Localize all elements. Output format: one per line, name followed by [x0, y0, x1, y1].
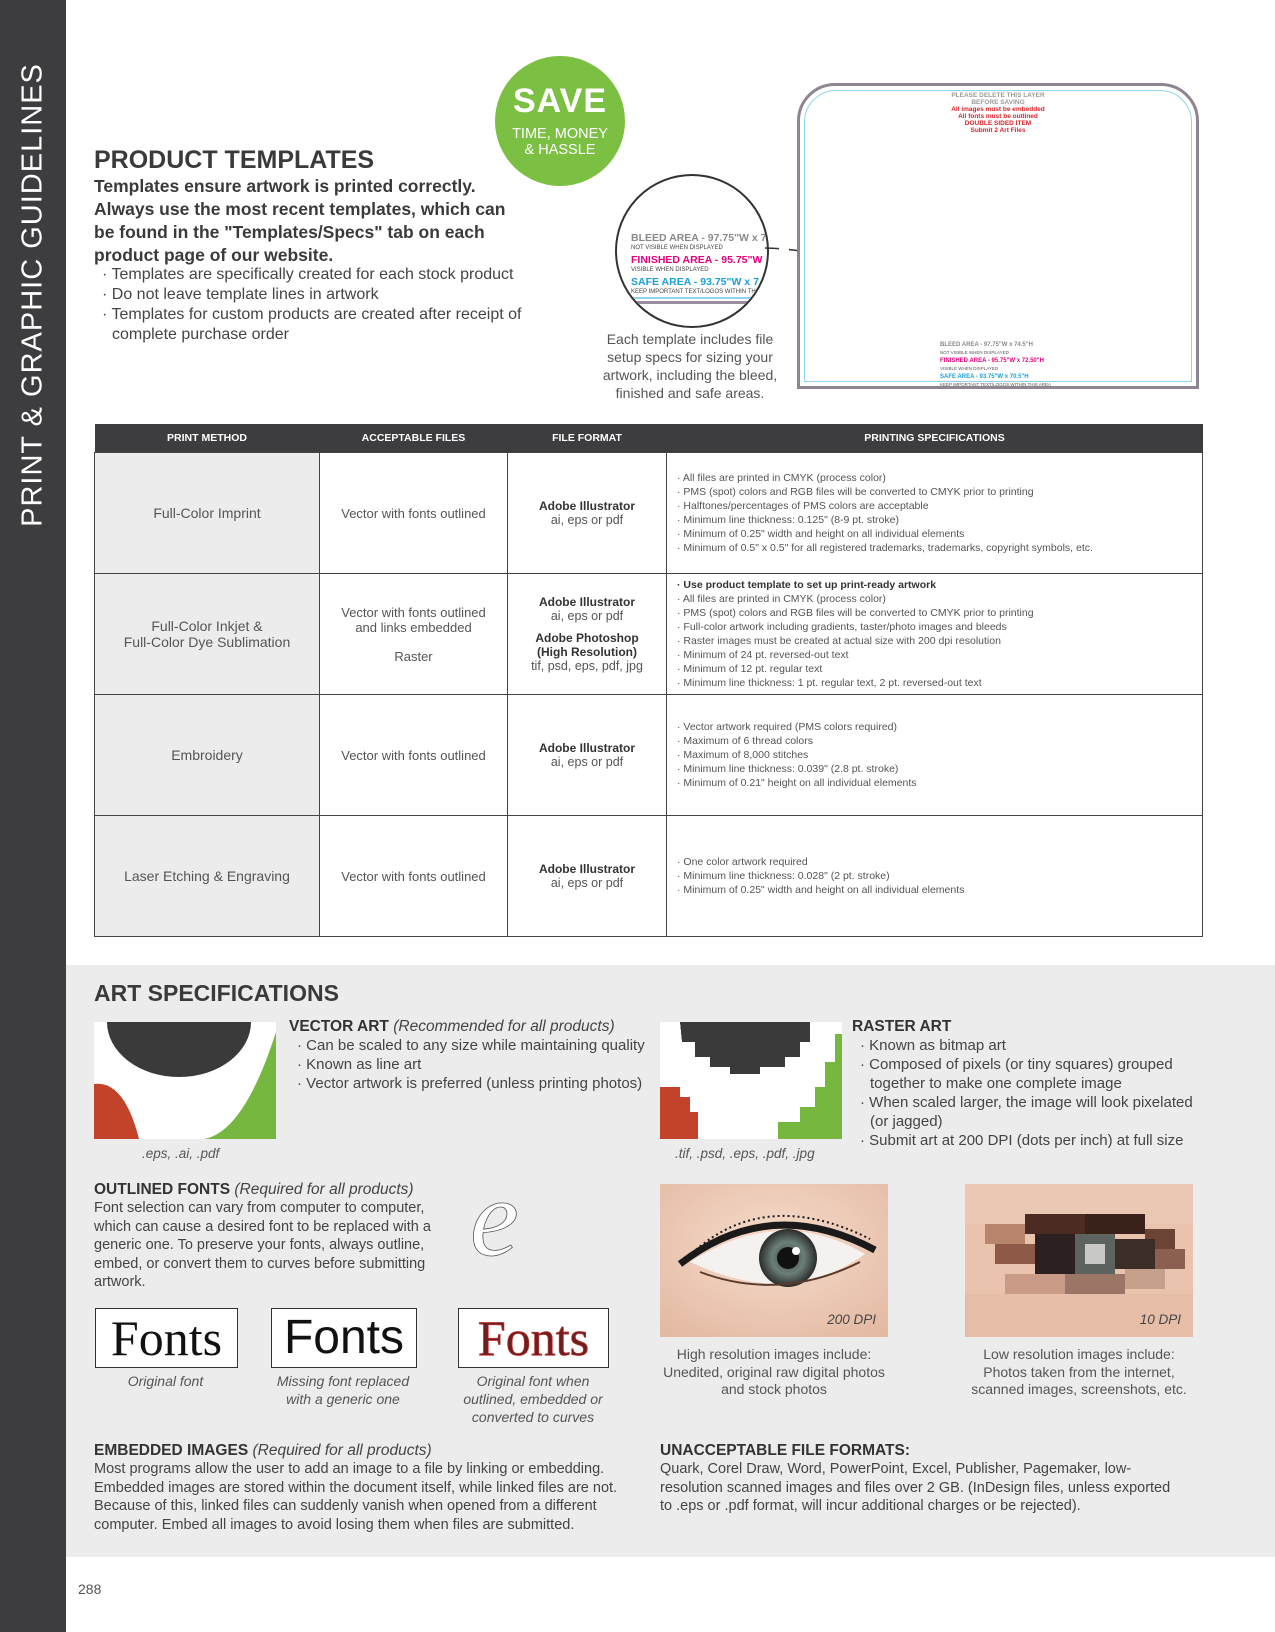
product-templates-intro: Templates ensure artwork is printed correctly. Always use the most recent templates, which can be found in the "Templates/Specs" tab on each product page of our website. — [94, 176, 506, 265]
print-method-cell: Laser Etching & Engraving — [95, 816, 320, 937]
file-format-extensions: ai, eps or pdf — [550, 876, 624, 890]
outlined-fonts-title — [94, 1181, 434, 1199]
print-method-cell — [95, 574, 320, 695]
table-row — [95, 453, 1203, 574]
template-note: PLEASE DELETE THIS LAYER — [951, 92, 1045, 99]
spec-item: · Minimum of 0.25" width and height on all individual elements — [677, 527, 1202, 541]
spec-item: · Raster images must be created at actual size with 200 dpi resolution — [677, 634, 1202, 648]
file-format-extensions: ai, eps or pdf — [550, 755, 624, 769]
font-sample-caption: Original font when outlined, embedded or converted to curves — [463, 1373, 603, 1425]
font-sample-caption: Missing font replaced with a generic one — [276, 1373, 410, 1407]
outlined-glyph-sample: e — [470, 1157, 519, 1279]
outlined-fonts-title-text: OUTLINED FONTS — [94, 1181, 231, 1198]
list-item: · Do not leave template lines in artwork — [102, 285, 542, 305]
vector-art-title-text: VECTOR ART — [289, 1018, 389, 1035]
printing-specs-cell — [667, 816, 1203, 937]
spec-item: · Minimum of 0.21" height on all individual elements — [677, 776, 1202, 790]
column-header: ACCEPTABLE FILES — [320, 424, 508, 453]
template-caption: Each template includes file setup specs for sizing your artwork, including the bleed, finished and safe areas. — [602, 331, 778, 401]
spec-item: · Minimum line thickness: 0.125" (8-9 pt. stroke) — [677, 513, 1202, 527]
file-format-cell — [508, 695, 667, 816]
safe-line — [617, 297, 767, 299]
high-resolution-caption: High resolution images include: Unedited, original raw digital photos and stock photos — [663, 1346, 885, 1397]
font-sample-outlined: Fonts — [458, 1308, 609, 1368]
file-format-name: Adobe Illustrator — [538, 741, 635, 755]
spec-item: · Minimum of 0.5" x 0.5" for all registered trademarks, trademarks, copyright symbols, etc. — [677, 541, 1202, 555]
photo-dpi-label: 200 DPI — [827, 1312, 876, 1327]
table-row — [95, 816, 1203, 937]
embedded-images-title — [94, 1442, 634, 1460]
sidebar — [0, 0, 66, 1632]
bleed-area-label: BLEED AREA - 97.75"W x 7 — [631, 232, 767, 244]
list-item: · Templates for custom products are created after receipt of complete purchase order — [102, 305, 542, 345]
spec-item: · Maximum of 6 thread colors — [677, 734, 1202, 748]
spec-item: · Minimum of 24 pt. reversed-out text — [677, 648, 1202, 662]
safe-area-note: KEEP IMPORTANT TEXT/LOGOS WITHIN THIS AREA — [940, 382, 1052, 387]
spec-item: · Minimum line thickness: 1 pt. regular text, 2 pt. reversed-out text — [677, 676, 1202, 690]
page-number: 288 — [78, 1581, 102, 1597]
printing-specs-cell — [667, 453, 1203, 574]
spec-item: · Maximum of 8,000 stitches — [677, 748, 1202, 762]
bleed-line — [617, 301, 767, 304]
raster-art-title: RASTER ART — [852, 1018, 952, 1035]
file-format-name: Adobe Illustrator — [538, 862, 635, 876]
spec-item: · Use product template to set up print-ready artwork — [677, 578, 1202, 592]
bleed-area-label: BLEED AREA - 97.75"W x 74.5"H — [940, 342, 1033, 348]
finished-area-label: FINISHED AREA - 95.75"W x 72.50"H — [940, 358, 1044, 364]
outlined-fonts-note: (Required for all products) — [234, 1181, 414, 1198]
embedded-images-block — [94, 1442, 634, 1534]
raster-art-block — [852, 1018, 1212, 1150]
save-badge-subtitle — [495, 126, 625, 158]
spec-item: · PMS (spot) colors and RGB files will be converted to CMYK prior to printing — [677, 485, 1202, 499]
bleed-area-note: NOT VISIBLE WHEN DISPLAYED — [940, 350, 1009, 355]
spec-item: · Vector artwork required (PMS colors required) — [677, 720, 1202, 734]
spec-item: · PMS (spot) colors and RGB files will be converted to CMYK prior to printing — [677, 606, 1202, 620]
save-badge-line: TIME, MONEY — [512, 126, 608, 142]
spec-item: · Minimum of 0.25" width and height on all individual elements — [677, 883, 1202, 897]
template-note: All fonts must be outlined — [958, 113, 1038, 120]
safe-area-note: KEEP IMPORTANT TEXT/LOGOS WITHIN TH — [631, 289, 756, 295]
print-method-cell: Full-Color Imprint — [95, 453, 320, 574]
spec-item: · All files are printed in CMYK (process color) — [677, 592, 1202, 606]
template-sheet — [797, 83, 1199, 389]
acceptable-files-line: and links embedded — [355, 619, 472, 635]
embedded-images-note: (Required for all products) — [252, 1442, 432, 1459]
outlined-fonts-block — [94, 1181, 434, 1292]
finished-area-note: VISIBLE WHEN DISPLAYED — [940, 366, 999, 371]
spec-item: · Full-color artwork including gradients, taster/photo images and bleeds — [677, 620, 1202, 634]
font-sample-replaced: Fonts — [271, 1308, 417, 1368]
spec-item: · Minimum of 12 pt. regular text — [677, 662, 1202, 676]
vector-art-sample — [94, 1022, 276, 1139]
save-badge-title: SAVE — [512, 82, 608, 120]
acceptable-files-cell: Vector with fonts outlined — [320, 695, 508, 816]
finished-area-note: VISIBLE WHEN DISPLAYED — [631, 267, 709, 273]
spec-item: · All files are printed in CMYK (process color) — [677, 471, 1202, 485]
template-area-labels — [940, 342, 1051, 388]
table-header-row — [95, 424, 1203, 453]
finished-area-label: FINISHED AREA - 95.75"W — [631, 254, 763, 266]
save-badge — [495, 56, 625, 186]
list-item: · Composed of pixels (or tiny squares) grouped together to make one complete image — [860, 1055, 1212, 1093]
printing-specs-cell — [667, 574, 1203, 695]
save-badge-line: & HASSLE — [524, 142, 596, 158]
template-note: Submit 2 Art Files — [970, 127, 1026, 134]
high-resolution-photo — [660, 1184, 888, 1337]
file-format-name: Adobe Photoshop — [535, 631, 639, 645]
table-row — [95, 574, 1203, 695]
low-resolution-photo — [965, 1184, 1193, 1337]
file-format-name: Adobe Illustrator — [538, 499, 635, 513]
file-format-extensions: tif, psd, eps, pdf, jpg — [531, 659, 643, 673]
spec-item: · Minimum line thickness: 0.028" (2 pt. stroke) — [677, 869, 1202, 883]
file-format-name: Adobe Illustrator — [538, 595, 635, 609]
column-header: FILE FORMAT — [508, 424, 667, 453]
file-format-cell — [508, 574, 667, 695]
safe-area-label: SAFE AREA - 93.75"W x 70.5"H — [940, 374, 1029, 380]
embedded-images-text: Most programs allow the user to add an image to a file by linking or embedding. Embedded images are stored within the document itself, while linked files are not. Because of this, linked files can suddenly vanish when opened from a different computer. Embed all images to avoid losing them when files are submitted. — [94, 1461, 618, 1533]
file-format-cell — [508, 453, 667, 574]
raster-art-sample — [660, 1022, 842, 1139]
file-format-note: (High Resolution) — [537, 645, 637, 659]
vector-art-note: (Recommended for all products) — [393, 1018, 615, 1035]
acceptable-files-cell: Vector with fonts outlined — [320, 816, 508, 937]
printing-specs-cell — [667, 695, 1203, 816]
raster-art-caption: .tif, .psd, .eps, .pdf, .jpg — [675, 1146, 815, 1161]
print-specs-table — [94, 424, 1203, 937]
column-header: PRINTING SPECIFICATIONS — [667, 424, 1203, 453]
list-item: · When scaled larger, the image will look pixelated (or jagged) — [860, 1093, 1212, 1131]
font-sample-caption: Original font — [127, 1373, 204, 1389]
unacceptable-formats-block — [660, 1442, 1180, 1516]
print-method-line: Full-Color Dye Sublimation — [123, 634, 291, 650]
template-note: BEFORE SAVING — [971, 99, 1025, 106]
spec-item: · One color artwork required — [677, 855, 1202, 869]
list-item: · Can be scaled to any size while maintaining quality — [297, 1036, 649, 1055]
print-method-line: Full-Color Inkjet & — [151, 618, 263, 634]
vector-art-caption: .eps, .ai, .pdf — [142, 1146, 220, 1161]
template-notes — [800, 92, 1196, 134]
acceptable-files-line: Vector with fonts outlined — [341, 604, 486, 620]
embedded-images-title-text: EMBEDDED IMAGES — [94, 1442, 249, 1459]
product-templates-heading: PRODUCT TEMPLATES — [94, 146, 375, 174]
unacceptable-formats-title: UNACCEPTABLE FILE FORMATS: — [660, 1442, 910, 1459]
list-item: · Templates are specifically created for each stock product — [102, 265, 542, 285]
photo-dpi-label: 10 DPI — [1139, 1312, 1181, 1327]
list-item: · Vector artwork is preferred (unless printing photos) — [297, 1074, 649, 1093]
acceptable-files-line: Raster — [394, 648, 433, 664]
art-specifications-heading: ART SPECIFICATIONS — [94, 980, 339, 1006]
safe-area-label: SAFE AREA - 93.75"W x 7 — [631, 276, 759, 288]
unacceptable-formats-text: Quark, Corel Draw, Word, PowerPoint, Excel, Publisher, Pagemaker, low-resolution scanned images and files over 2 GB. (InDesign files, unless exported to .eps or .pdf format, will incur additional charges or be rejected). — [660, 1461, 1171, 1515]
spec-item: · Minimum line thickness: 0.039" (2.8 pt. stroke) — [677, 762, 1202, 776]
file-format-cell — [508, 816, 667, 937]
template-note: All images must be embedded — [951, 106, 1045, 113]
list-item: · Known as line art — [297, 1055, 649, 1074]
table-row — [95, 695, 1203, 816]
template-magnifier — [615, 174, 769, 328]
print-method-cell: Embroidery — [95, 695, 320, 816]
column-header: PRINT METHOD — [95, 424, 320, 453]
vector-art-block — [289, 1018, 649, 1093]
file-format-extensions: ai, eps or pdf — [550, 609, 624, 623]
template-note: DOUBLE SIDED ITEM — [964, 120, 1032, 127]
product-templates-bullets — [102, 265, 542, 345]
list-item: · Known as bitmap art — [860, 1036, 1212, 1055]
vector-art-title — [289, 1018, 649, 1036]
low-resolution-caption: Low resolution images include: Photos taken from the internet, scanned images, screenshots, etc. — [971, 1346, 1187, 1397]
font-sample-original: Fonts — [95, 1308, 238, 1368]
bleed-area-note: NOT VISIBLE WHEN DISPLAYED — [631, 245, 723, 251]
file-format-extensions: ai, eps or pdf — [550, 513, 624, 527]
acceptable-files-cell: Vector with fonts outlined — [320, 453, 508, 574]
list-item: · Submit art at 200 DPI (dots per inch) at full size — [860, 1131, 1212, 1150]
spec-item: · Halftones/percentages of PMS colors are acceptable — [677, 499, 1202, 513]
outlined-fonts-text: Font selection can vary from computer to computer, which can cause a desired font to be replaced with a generic one. To preserve your fonts, always outline, embed, or convert them to curves before submitting artwork. — [94, 1200, 431, 1291]
sidebar-title: PRINT & GRAPHIC GUIDELINES — [16, 63, 49, 527]
acceptable-files-cell — [320, 574, 508, 695]
